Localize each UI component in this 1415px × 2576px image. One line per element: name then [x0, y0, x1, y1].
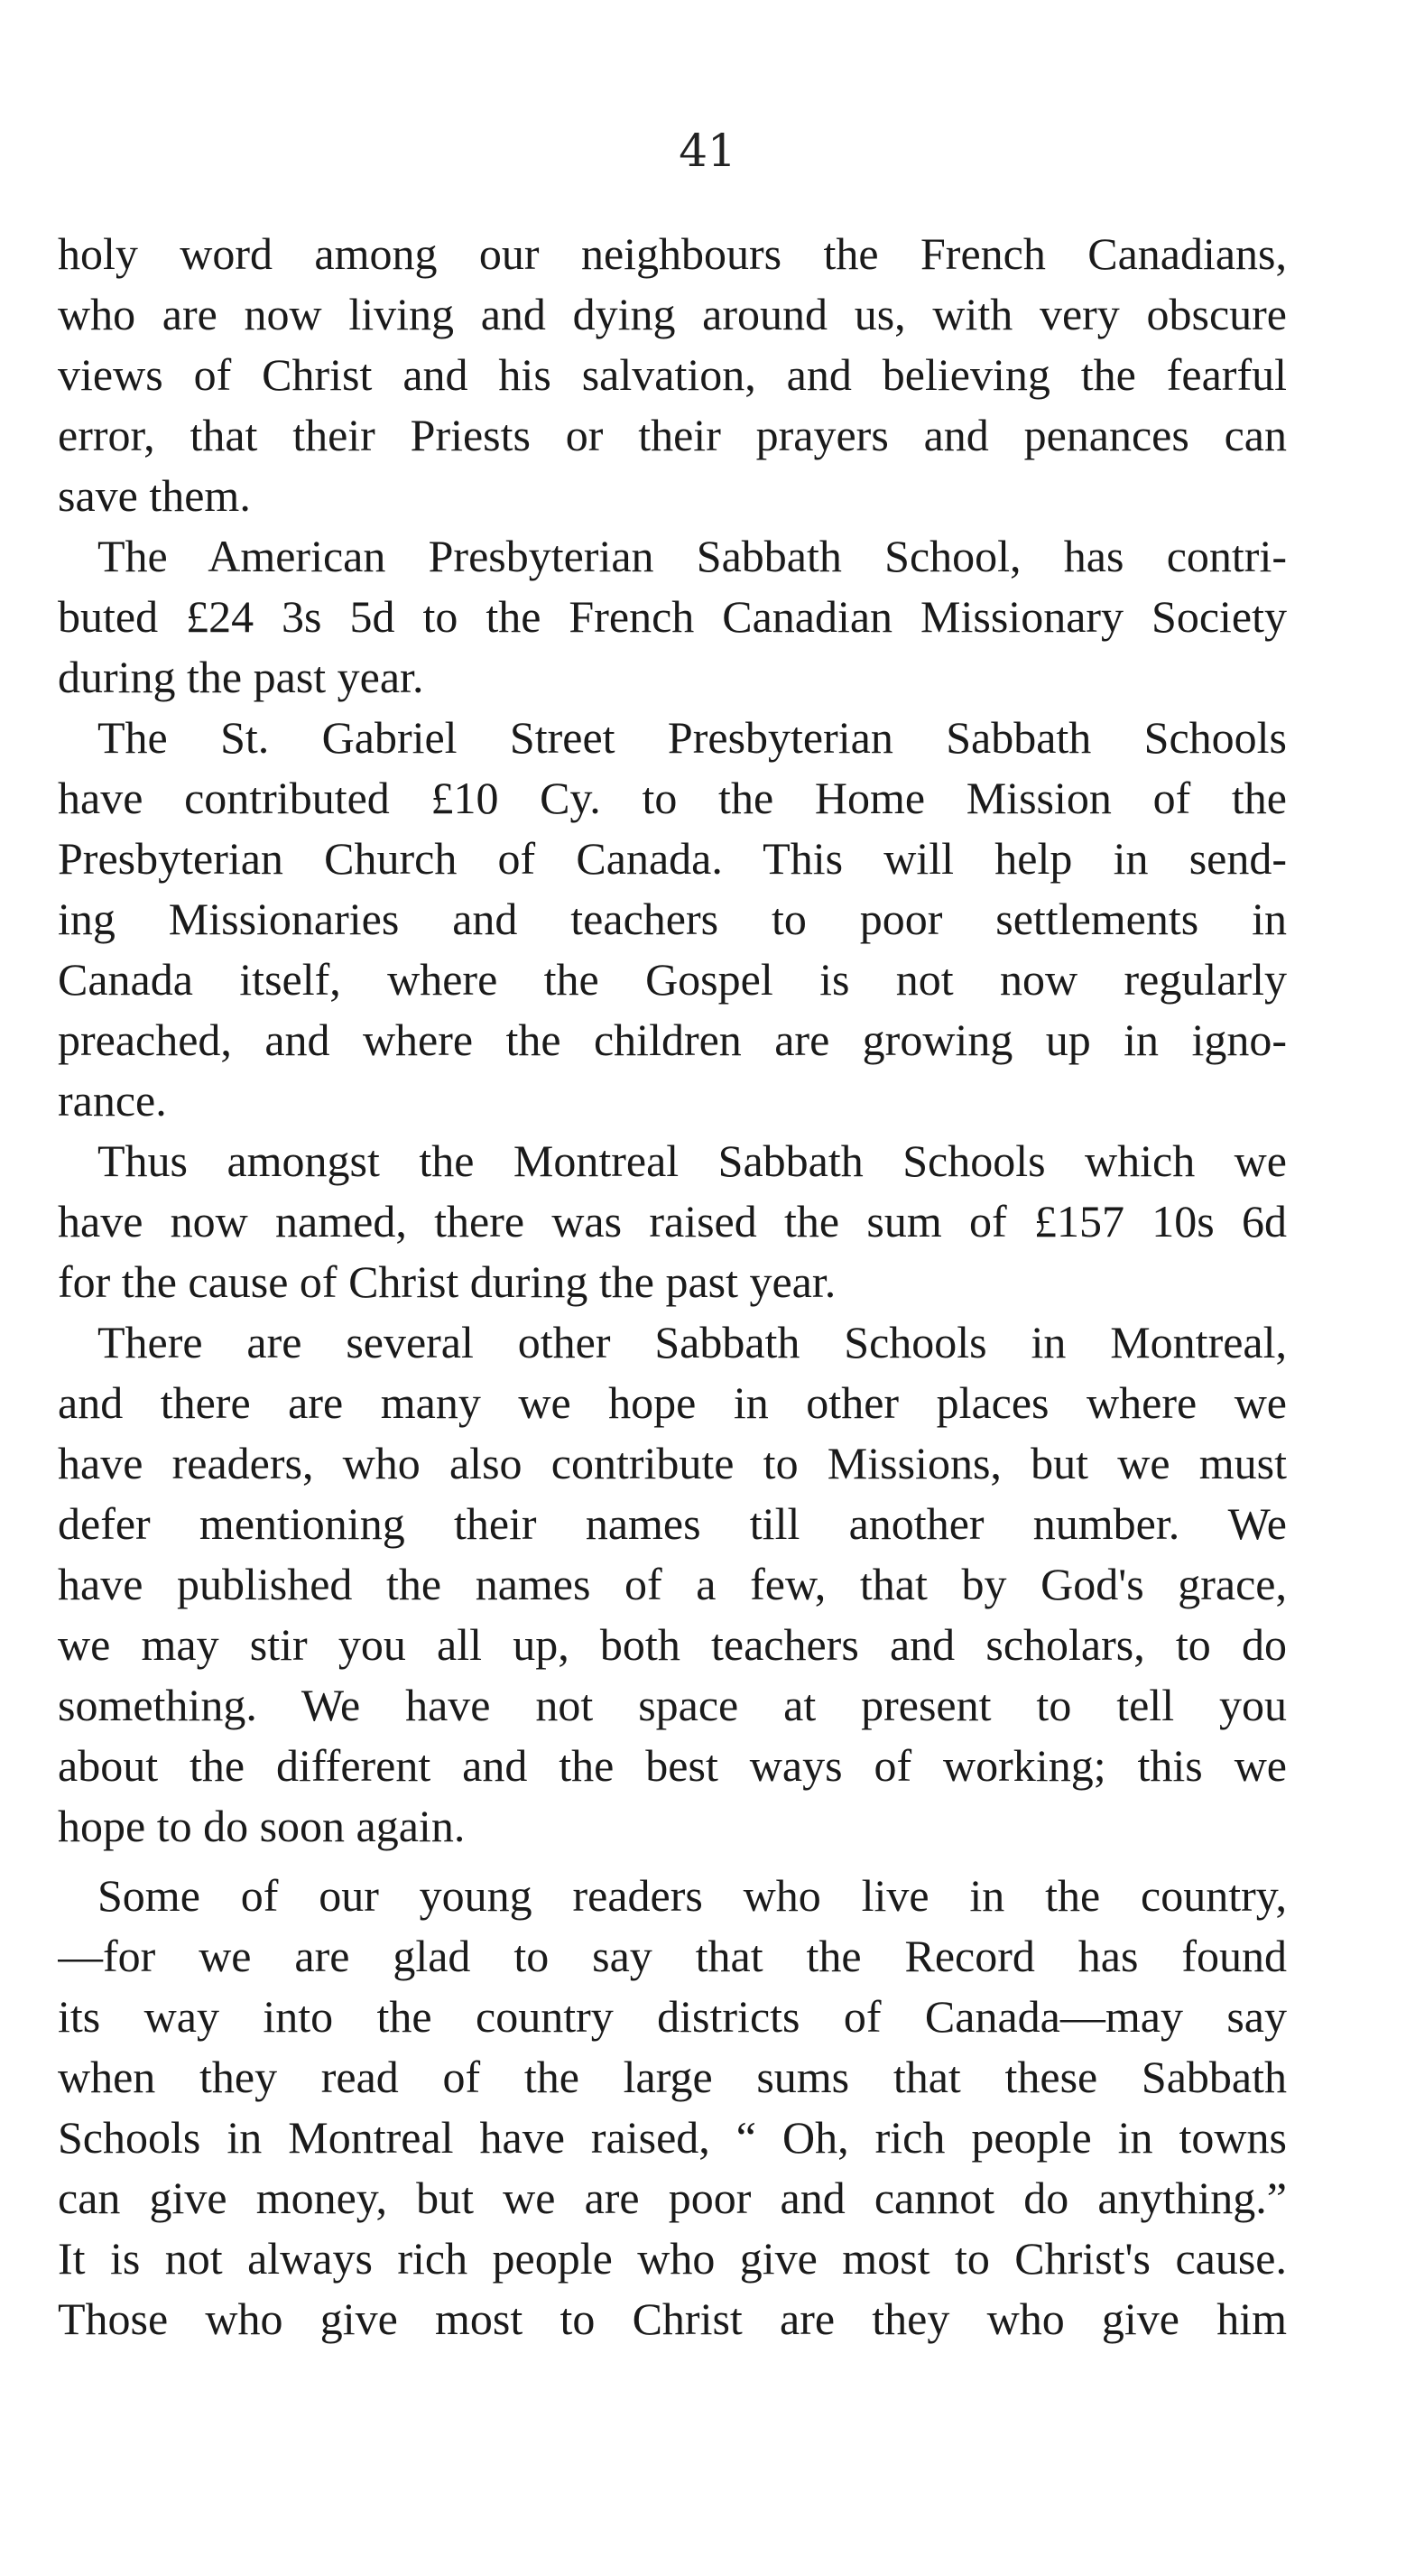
text-line: preached, and where the children are growing up in igno-: [58, 1015, 1287, 1065]
text-line: about the different and the best ways of working; this we: [58, 1740, 1287, 1791]
paragraph-start-line: Some of our young readers who live in the country,: [97, 1870, 1287, 1921]
text-line: error, that their Priests or their prayers and penances can: [58, 410, 1287, 460]
text-line: who are now living and dying around us, with very obscure: [58, 289, 1287, 339]
text-line: can give money, but we are poor and cannot do anything.”: [58, 2173, 1287, 2223]
text-line: ing Missionaries and teachers to poor settlements in: [58, 894, 1287, 944]
paragraph-start-line: The American Presbyterian Sabbath School, has contri-: [97, 531, 1287, 581]
text-line: when they read of the large sums that these Sabbath: [58, 2052, 1287, 2102]
body-text: [58, 224, 1287, 2349]
paragraph-gap: [58, 1857, 1287, 1866]
text-line: have contributed £10 Cy. to the Home Mission of the: [58, 773, 1287, 823]
paragraph-start-line: There are several other Sabbath Schools in Montreal,: [97, 1317, 1287, 1367]
text-line: something. We have not space at present to tell you: [58, 1680, 1287, 1730]
page-number: 41: [679, 125, 736, 177]
text-line: for the cause of Christ during the past year.: [58, 1256, 837, 1307]
text-line: views of Christ and his salvation, and believing the fearful: [58, 349, 1287, 400]
text-line: buted £24 3s 5d to the French Canadian Missionary Society: [58, 591, 1287, 642]
text-line: have published the names of a few, that by God's grace,: [58, 1559, 1287, 1609]
text-line: hope to do soon again.: [58, 1801, 466, 1851]
text-line: Presbyterian Church of Canada. This will help in send-: [58, 833, 1287, 884]
text-line: Those who give most to Christ are they who give him: [58, 2293, 1287, 2344]
text-line: have now named, there was raised the sum of £157 10s 6d: [58, 1196, 1287, 1246]
text-line: and there are many we hope in other places where we: [58, 1377, 1287, 1428]
text-line: its way into the country districts of Canada—may say: [58, 1991, 1287, 2042]
text-line: It is not always rich people who give most to Christ's cause.: [58, 2233, 1287, 2284]
paragraph-start-line: Thus amongst the Montreal Sabbath Schools which we: [97, 1135, 1287, 1186]
text-line: defer mentioning their names till another number. We: [58, 1498, 1287, 1549]
text-line: save them.: [58, 470, 251, 521]
text-line: rance.: [58, 1075, 167, 1126]
text-line: holy word among our neighbours the French Canadians,: [58, 228, 1287, 279]
text-line: Schools in Montreal have raised, “ Oh, rich people in towns: [58, 2112, 1287, 2163]
text-line: have readers, who also contribute to Missions, but we must: [58, 1438, 1287, 1488]
text-line: we may stir you all up, both teachers and scholars, to do: [58, 1619, 1287, 1670]
text-line: Canada itself, where the Gospel is not now regularly: [58, 954, 1287, 1005]
text-line: —for we are glad to say that the Record has found: [58, 1931, 1287, 1981]
paragraph-start-line: The St. Gabriel Street Presbyterian Sabbath Schools: [97, 712, 1287, 763]
text-line: during the past year.: [58, 652, 424, 702]
